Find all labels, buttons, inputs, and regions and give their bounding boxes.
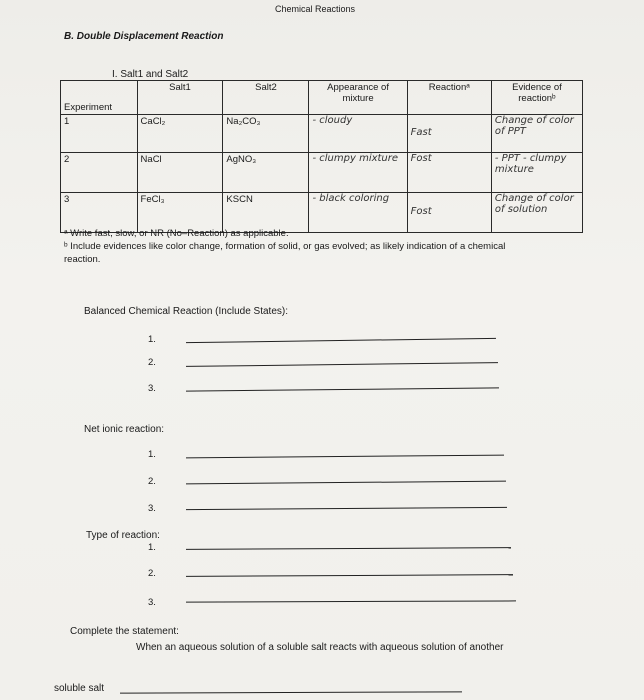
type-label: Type of reaction: (86, 530, 160, 541)
section-title: B. Double Displacement Reaction (64, 31, 224, 42)
type-line-2[interactable] (186, 574, 513, 577)
net-ionic-label: Net ionic reaction: (84, 424, 165, 435)
net-ionic-num-2: 2. (148, 476, 156, 487)
cell-evidence: - PPT - clumpy mixture (491, 153, 582, 193)
cell-evidence: Change of color of PPT (491, 115, 582, 153)
cell-salt1: FeCl₃ (137, 193, 223, 233)
cell-salt2: AgNO₃ (223, 153, 309, 193)
header-evidence: Evidence of reactionᵇ (491, 81, 582, 115)
balanced-num-2: 2. (148, 357, 156, 368)
net-ionic-line-2[interactable] (186, 481, 506, 485)
table-row (61, 193, 583, 233)
net-ionic-num-3: 3. (148, 503, 156, 514)
header-experiment: Experiment (61, 81, 138, 115)
type-num-1: 1. (148, 542, 156, 553)
net-ionic-line-3[interactable] (186, 507, 507, 510)
header-salt2: Salt2 (223, 81, 309, 115)
cell-appearance: - cloudy (309, 115, 407, 153)
table-row (61, 115, 583, 153)
statement-text: When an aqueous solution of a soluble salt reacts with aqueous solution of another (136, 642, 504, 653)
balanced-line-1[interactable] (186, 338, 496, 343)
statement-answer-line[interactable] (120, 691, 462, 693)
page-header: Chemical Reactions (275, 4, 356, 14)
balanced-num-1: 1. (148, 334, 156, 345)
results-table (60, 80, 583, 233)
type-num-3: 3. (148, 597, 156, 608)
balanced-line-2[interactable] (186, 362, 498, 367)
cell-appearance: - black coloring (309, 193, 407, 233)
cell-reaction: Fost (407, 153, 491, 193)
type-line-3[interactable] (186, 600, 516, 602)
cell-exp: 2 (61, 153, 138, 193)
cell-salt2: Na₂CO₃ (223, 115, 309, 153)
footnote-b: ᵇ Include evidences like color change, formation of solid, or gas evolved; as likely indication of a chemical (64, 241, 506, 252)
net-ionic-num-1: 1. (148, 449, 156, 460)
cell-salt1: NaCl (137, 153, 223, 193)
cell-evidence: Change of color of solution (491, 193, 582, 233)
subsection-title: I. Salt1 and Salt2 (112, 69, 189, 80)
header-appearance: Appearance of mixture (309, 81, 407, 115)
cell-reaction: Fost (407, 193, 491, 233)
cell-salt1: CaCl₂ (137, 115, 223, 153)
footnote-b-cont: reaction. (64, 254, 101, 265)
cell-appearance: - clumpy mixture (309, 153, 407, 193)
complete-label: Complete the statement: (70, 626, 179, 637)
header-reaction: Reactionᵃ (407, 81, 491, 115)
balanced-line-3[interactable] (186, 387, 499, 391)
soluble-salt-text: soluble salt (54, 683, 105, 694)
type-num-2: 2. (148, 568, 156, 579)
cell-exp: 1 (61, 115, 138, 153)
cell-exp: 3 (61, 193, 138, 233)
footnote-a: ᵃ Write fast, slow, or NR (No–Reaction) as applicable. (64, 228, 289, 239)
table-row (61, 153, 583, 193)
cell-reaction: Fast (407, 115, 491, 153)
net-ionic-line-1[interactable] (186, 455, 504, 459)
balanced-num-3: 3. (148, 383, 156, 394)
table-header-row (61, 81, 583, 115)
header-salt1: Salt1 (137, 81, 223, 115)
cell-salt2: KSCN (223, 193, 309, 233)
type-line-1[interactable] (186, 547, 511, 550)
balanced-label: Balanced Chemical Reaction (Include States): (84, 306, 288, 317)
